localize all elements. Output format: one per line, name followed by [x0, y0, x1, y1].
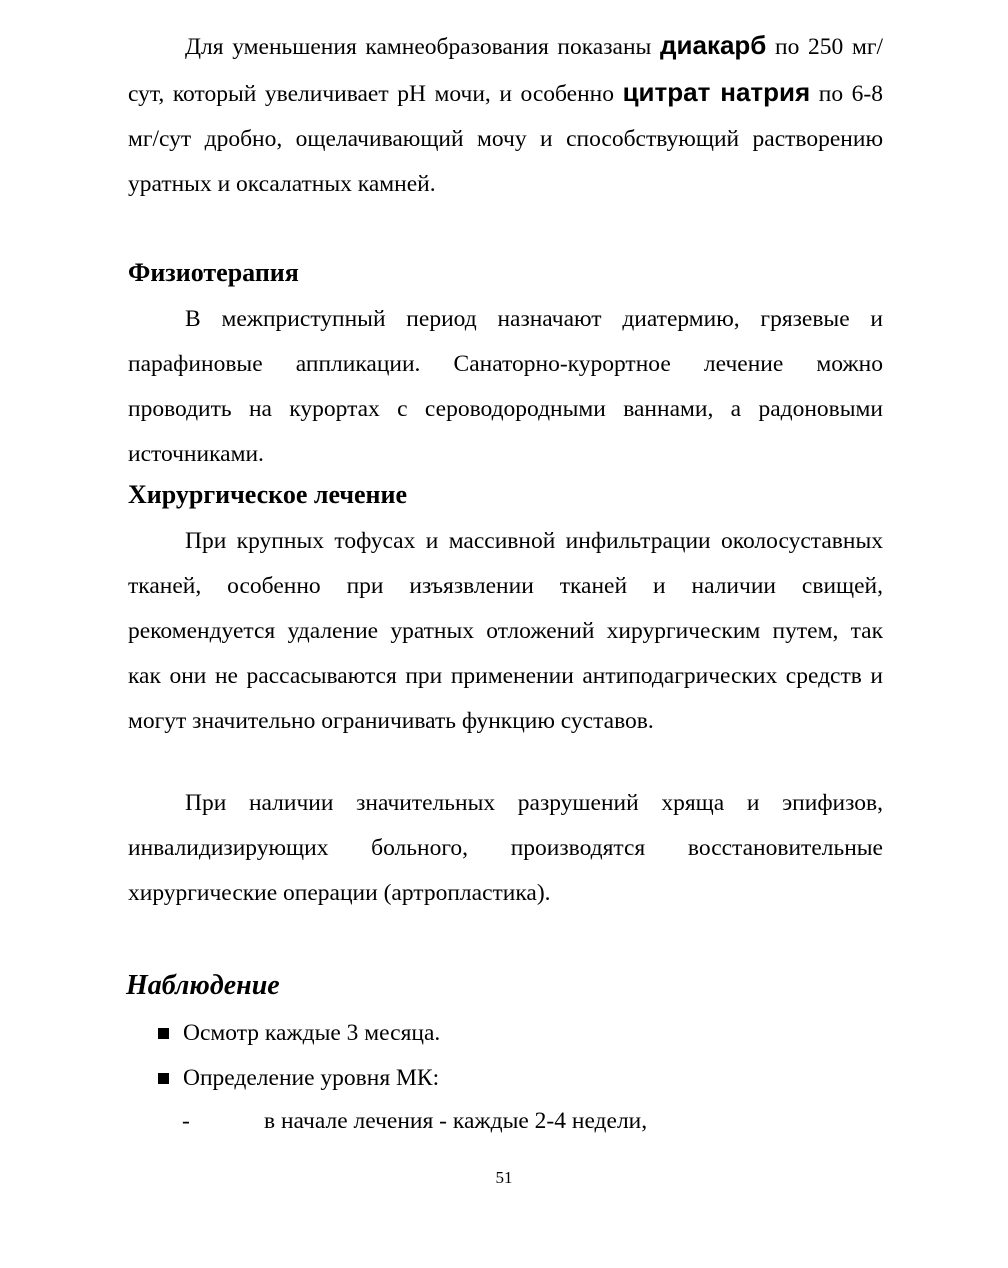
square-bullet-icon — [158, 1028, 169, 1039]
drug-diacarb: диакарб — [660, 30, 767, 60]
paragraph-text: Для уменьшения камнеобразования показаны — [185, 34, 660, 60]
paragraph-stone-prevention — [128, 23, 883, 207]
surgery-text-1: При крупных тофусах и массивной инфильтрации околосуставных тканей, особенно при изъязвлении тканей и наличии свищей, рекомендуется удаление уратных отложений хирургическим путем, так как они не рассасываются при применении антиподагрических средств и могут значительно ограничивать функцию суставов. — [128, 528, 883, 734]
physio-text: В межприступный период назначают диатермию, грязевые и парафиновые аппликации. Санаторно-курортное лечение можно проводить на курортах с сероводородными ваннами, а радоновыми источниками. — [128, 306, 883, 467]
list-item-label: Осмотр каждые 3 месяца. — [183, 1020, 441, 1046]
paragraph-text: по 6-8 мг/сут дробно, ощелачивающий мочу и способствующий растворению уратных и оксалатных камней. — [128, 81, 883, 197]
paragraph-surgery-1 — [128, 519, 883, 744]
surgery-text-2: При наличии значительных разрушений хряща и эпифизов, инвалидизирующих больного, производятся восстановительные хирургические операции (артропластика). — [128, 790, 883, 906]
list-item — [158, 1063, 439, 1093]
list-item — [158, 1018, 440, 1048]
paragraph-text: по 250 мг/сут, который увеличивает рН мочи, и особенно — [128, 34, 883, 107]
sub-list-item-label: в начале лечения - каждые 2-4 недели, — [264, 1108, 648, 1134]
heading-physiotherapy: Физиотерапия — [128, 258, 299, 287]
heading-observation: Наблюдение — [126, 970, 280, 1001]
dash-marker: - — [182, 1108, 190, 1134]
drug-sodium-citrate: цитрат натрия — [622, 77, 811, 107]
page-number: 51 — [495, 1168, 513, 1187]
sub-list-item — [182, 1106, 648, 1136]
paragraph-surgery-2 — [128, 781, 883, 916]
paragraph-physiotherapy — [128, 297, 883, 477]
square-bullet-icon — [158, 1073, 169, 1084]
list-item-label: Определение уровня МК: — [183, 1065, 440, 1091]
heading-surgery: Хирургическое лечение — [128, 480, 408, 509]
